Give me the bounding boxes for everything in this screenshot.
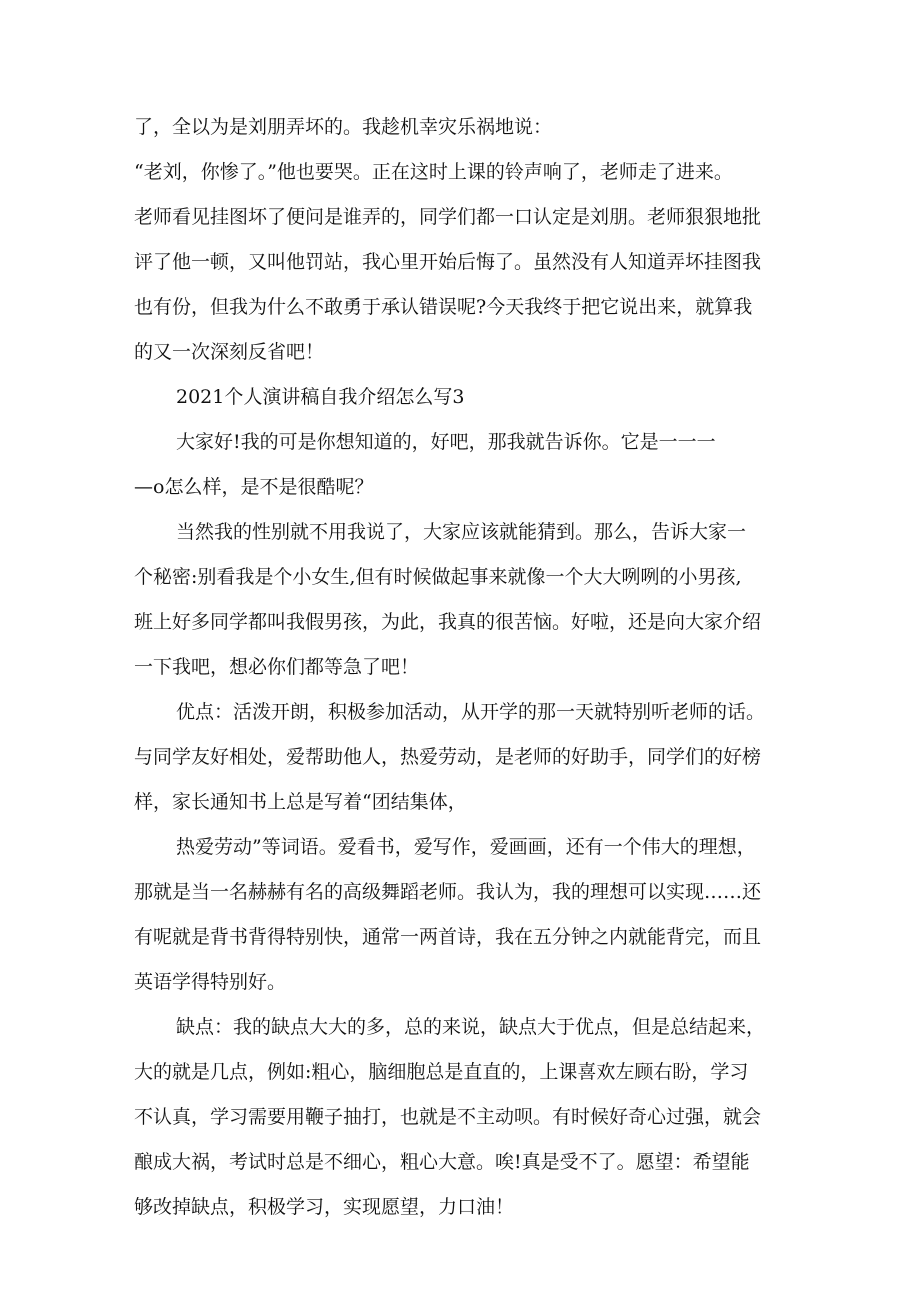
- text-line: 缺点：我的缺点大大的多，总的来说，缺点大于优点，但是总结起来，: [176, 1016, 766, 1038]
- text-line: 个秘密:别看我是个小女生,但有时候做起事来就像一个大大咧咧的小男孩,: [134, 566, 742, 588]
- text-line: 热爱劳动”等词语。爱看书，爱写作，爱画画，还有一个伟大的理想，: [176, 836, 756, 858]
- text-line: 也有份，但我为什么不敢勇于承认错误呢?今天我终于把它说出来，就算我: [134, 296, 753, 318]
- text-line: 优点：活泼开朗，积极参加活动，从开学的那一天就特别听老师的话。: [176, 701, 766, 723]
- text-line: 有呢就是背书背得特别快，通常一两首诗，我在五分钟之内就能背完，而且: [134, 926, 762, 948]
- text-line: 样，家长通知书上总是写着“团结集体，: [134, 791, 467, 813]
- text-line: 评了他一顿，又叫他罚站，我心里开始后悔了。虽然没有人知道弄坏挂图我: [134, 251, 762, 273]
- text-line: 大家好!我的可是你想知道的，好吧，那我就告诉你。它是一一一: [176, 431, 716, 453]
- text-line: 英语学得特别好。: [134, 971, 287, 993]
- text-line: “老刘，你惨了。”他也要哭。正在这时上课的铃声响了，老师走了进来。: [134, 161, 733, 183]
- section-heading: 2021个人演讲稿自我介绍怎么写3: [176, 386, 465, 408]
- text-line: 那就是当一名赫赫有名的高级舞蹈老师。我认为，我的理想可以实现……还: [134, 881, 762, 903]
- text-line: 够改掉缺点，积极学习，实现愿望，力口油！: [134, 1196, 515, 1218]
- text-line: 酿成大祸，考试时总是不细心，粗心大意。唉!真是受不了。愿望：希望能: [134, 1151, 750, 1173]
- text-line: 了，全以为是刘朋弄坏的。我趁机幸灾乐祸地说：: [134, 116, 553, 138]
- text-line: 大的就是几点，例如:粗心，脑细胞总是直直的，上课喜欢左顾右盼，学习: [134, 1061, 749, 1083]
- text-line: 不认真，学习需要用鞭子抽打，也就是不主动呗。有时候好奇心过强，就会: [134, 1106, 762, 1128]
- text-line: 当然我的性别就不用我说了，大家应该就能猜到。那么，告诉大家一: [176, 521, 747, 543]
- text-line: 与同学友好相处，爱帮助他人，热爱劳动，是老师的好助手，同学们的好榜: [134, 746, 762, 768]
- text-line: 老师看见挂图坏了便问是谁弄的，同学们都一口认定是刘朋。老师狠狠地批: [134, 206, 762, 228]
- text-line: 的又一次深刻反省吧！: [134, 341, 325, 363]
- text-line: 班上好多同学都叫我假男孩，为此，我真的很苦恼。好啦，还是向大家介绍: [134, 611, 762, 633]
- text-line: 一下我吧，想必你们都等急了吧！: [134, 656, 420, 678]
- text-line: —o怎么样，是不是很酷呢？: [134, 476, 374, 498]
